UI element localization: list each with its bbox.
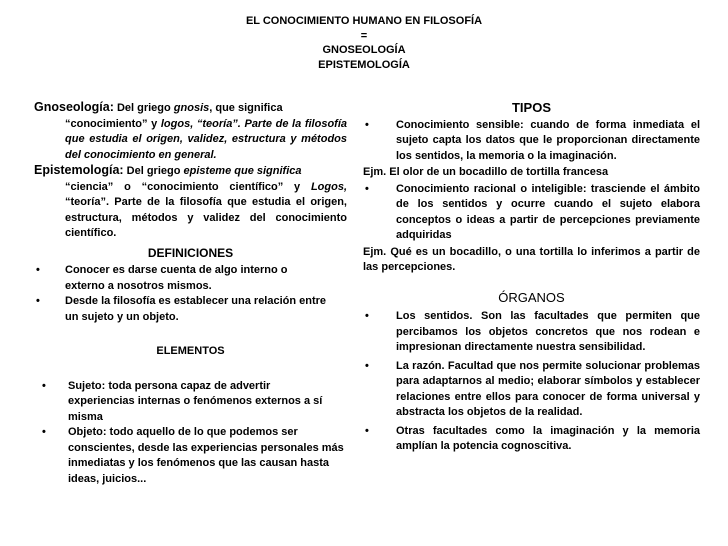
definicion-text: Desde la filosofía es establecer una relación entre un sujeto y un objeto. (65, 295, 327, 323)
bullet-icon: • (36, 295, 40, 307)
tipos-list-2 (363, 182, 700, 244)
definiciones-heading: DEFINICIONES (147, 245, 234, 260)
title-line-1: EL CONOCIMIENTO HUMANO EN FILOSOFÍA (245, 15, 483, 27)
bullet-icon: • (36, 264, 40, 276)
title-line-2: = (360, 29, 368, 42)
list-item (363, 182, 700, 244)
epistemologia-term: Epistemología: (34, 163, 124, 177)
definicion-text: Conocer es darse cuenta de algo interno o externo a nosotros mismos. (65, 264, 288, 292)
tipos-list (363, 118, 700, 165)
gnoseologia-text-4: “conocimiento” y (65, 117, 158, 130)
bullet-icon: • (42, 379, 46, 392)
elementos-heading: ELEMENTOS (156, 345, 225, 357)
tipo-sensible-text: Conocimiento sensible: cuando de forma inmediata el sujeto capta los datos que le proporcionan directamente los sentidos, la memoria o la imaginación. (396, 118, 700, 162)
epistemologia-definition (34, 163, 347, 242)
epistemologia-text-1: Del griego (126, 165, 181, 177)
bullet-icon: • (42, 426, 46, 438)
gnoseologia-text-1: Del griego (116, 102, 171, 114)
gnoseologia-term: Gnoseología: (34, 100, 114, 114)
organo-text: La razón. Facultad que nos permite solucionar problemas para adaptarnos al medio; elaborar símbolos y establecer relaciones entre ellos para conocer de forma universal y abstracta los objetos de la realidad. (396, 359, 700, 418)
tipos-heading: TIPOS (511, 100, 551, 115)
gnoseologia-text-5: logos, “teoría”. Parte de la filosofía que estudia el origen, validez, estructura y métodos del conocimiento en general. (65, 117, 348, 161)
title-line-4: EPISTEMOLOGÍA (318, 58, 410, 71)
list-item (34, 379, 347, 426)
list-item (34, 294, 347, 325)
definiciones-list (34, 263, 347, 325)
right-column (363, 100, 700, 455)
gnoseologia-body (34, 117, 347, 164)
bullet-icon: • (365, 118, 369, 131)
document-title (200, 14, 528, 72)
organos-list (363, 309, 700, 455)
bullet-icon: • (365, 310, 369, 322)
elemento-text: Sujeto: toda persona capaz de advertir experiencias internas o fenómenos externos a sí misma (68, 379, 323, 423)
gnoseologia-text-2: gnosis (173, 102, 210, 114)
elemento-text: Objeto: todo aquello de lo que podemos ser conscientes, desde las experiencias personales más inmediatas y los fenómenos que las causan hasta ideas, juicios... (68, 426, 344, 485)
epistemologia-text-2: episteme que significa (183, 165, 302, 177)
title-line-3: GNOSEOLOGÍA (322, 44, 406, 56)
bullet-icon: • (365, 182, 369, 195)
list-item (363, 309, 700, 356)
list-item (363, 118, 700, 165)
epistemologia-text-3: “ciencia” o “conocimiento científico” y (65, 180, 301, 193)
ejemplo-racional-text: Ejm. Qué es un bocadillo, o una tortilla lo inferimos a partir de las percepciones. (363, 245, 700, 273)
bullet-icon: • (365, 359, 369, 372)
list-item (34, 263, 347, 294)
left-column (34, 100, 347, 487)
ejemplo-sensible: Ejm. El olor de un bocadillo de tortilla francesa (363, 166, 609, 178)
epistemologia-text-5: “teoría”. Parte de la filosofía que estudia el origen, estructura, métodos y validez del conocimiento científico. (65, 196, 347, 239)
list-item (363, 359, 700, 421)
epistemologia-body (34, 180, 347, 242)
gnoseologia-definition (34, 100, 347, 163)
organo-text: Los sentidos. Son las facultades que permiten que percibamos los objetos concretos que nos rodean e impresionan directamente nuestra sensibilidad. (396, 310, 700, 353)
bullet-icon: • (365, 424, 369, 437)
tipo-racional-text: Conocimiento racional o inteligible: trasciende el ámbito de los sentidos y ocurre cuando el sujeto elabora conceptos o ideas a partir de percepciones previamente adquiridas (396, 182, 700, 241)
list-item (363, 424, 700, 455)
organos-heading: ÓRGANOS (498, 289, 565, 305)
ejemplo-racional (363, 245, 700, 276)
elementos-list (34, 379, 347, 488)
gnoseologia-text-3: , que significa (209, 102, 283, 114)
list-item (34, 425, 347, 487)
organo-text: Otras facultades como la imaginación y la memoria amplían la potencia cognoscitiva. (396, 424, 700, 452)
epistemologia-text-4: Logos, (310, 180, 348, 193)
